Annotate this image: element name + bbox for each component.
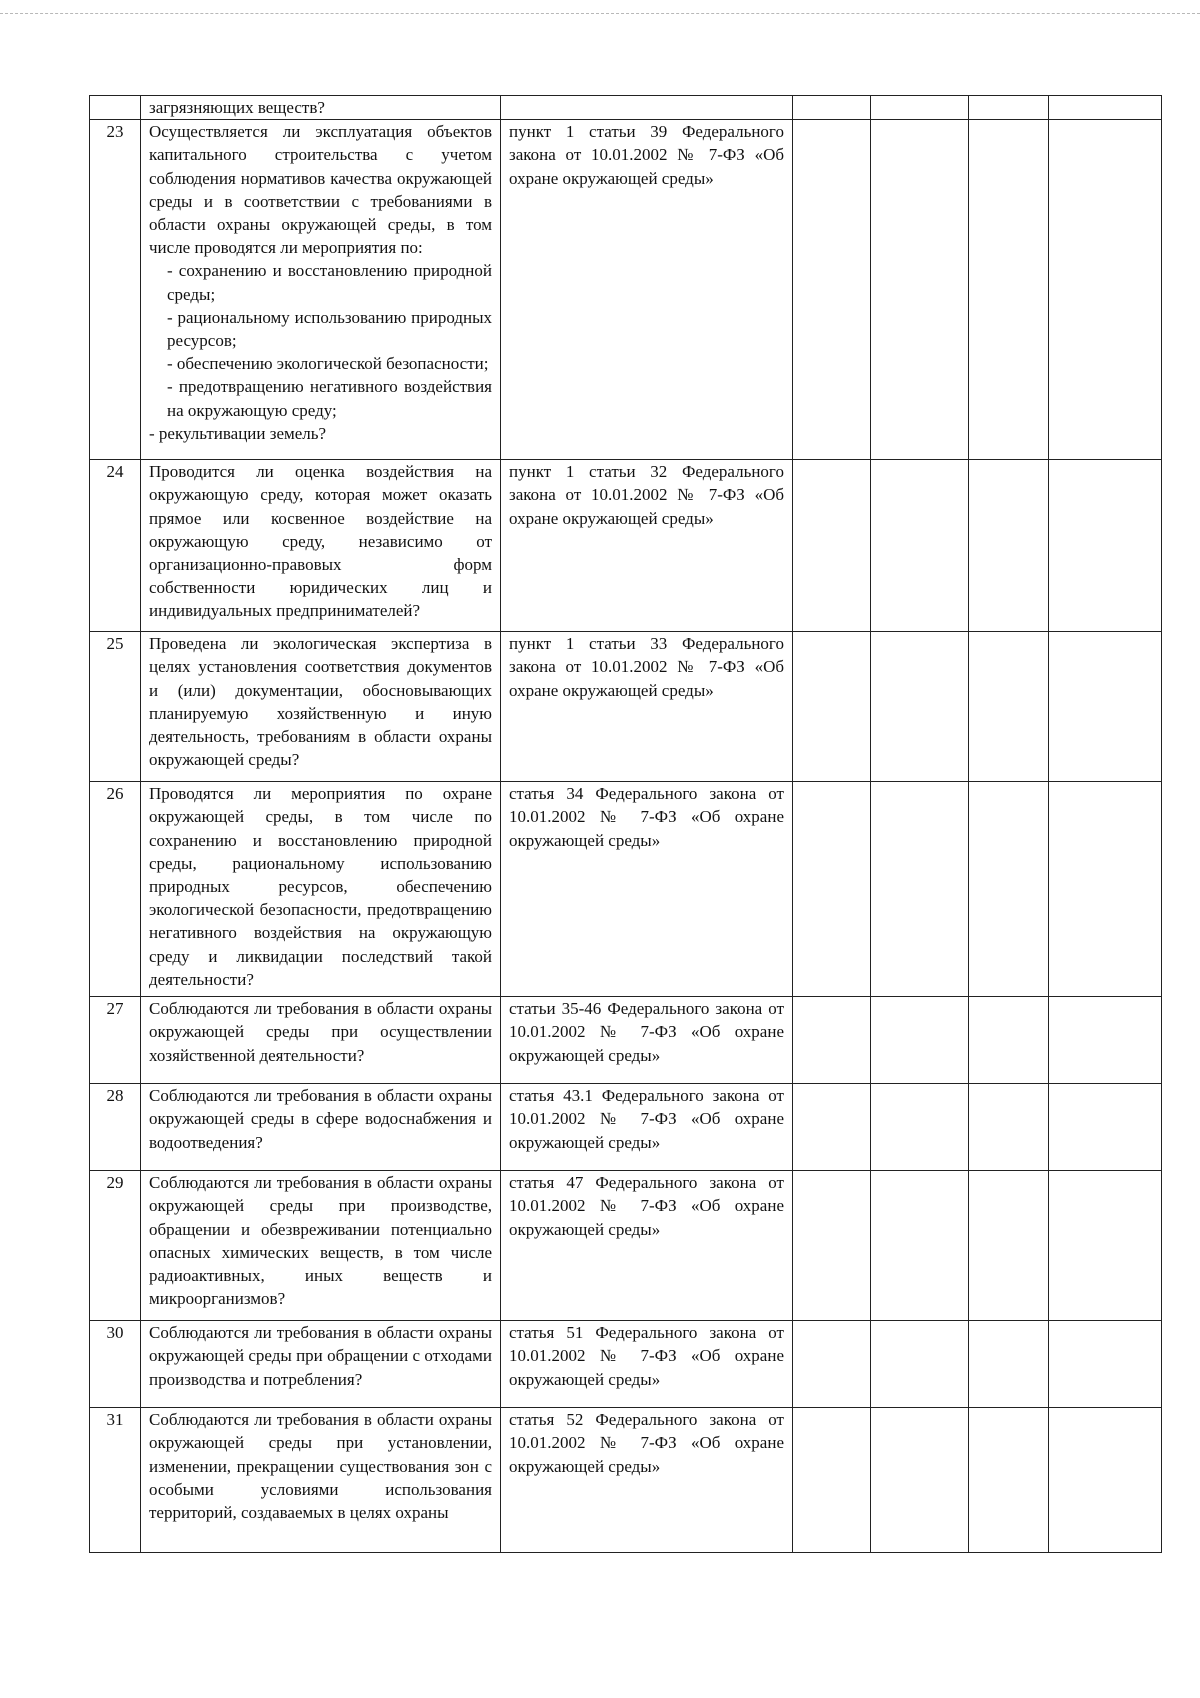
note-cell[interactable] xyxy=(1049,1408,1162,1553)
not-applicable-cell[interactable] xyxy=(969,1171,1049,1321)
row-number: 28 xyxy=(90,1084,141,1171)
checklist-rows xyxy=(90,96,1162,1553)
question-text: - рациональному использованию природных ресурсов; xyxy=(167,307,492,351)
row-number: 27 xyxy=(90,997,141,1084)
question-cell xyxy=(141,460,501,632)
question-text: Проводятся ли мероприятия по охране окружающей среды, в том числе по сохранению и восстановлению природной среды, рациональному использованию природных ресурсов, обеспечению экологической безопасности, предотвращению негативного воздействия на окружающую среду и ликвидации последствий такой деятельности? xyxy=(149,784,492,989)
note-cell[interactable] xyxy=(1049,632,1162,782)
row-number: 29 xyxy=(90,1171,141,1321)
row-number: 25 xyxy=(90,632,141,782)
answer-no-cell[interactable] xyxy=(871,120,969,460)
not-applicable-cell[interactable] xyxy=(969,1084,1049,1171)
question-cell xyxy=(141,782,501,997)
not-applicable-cell[interactable] xyxy=(969,1321,1049,1408)
legal-reference-cell: статья 34 Федерального закона от 10.01.2002 № 7-ФЗ «Об охране окружающей среды» xyxy=(501,782,793,997)
answer-no-cell[interactable] xyxy=(871,997,969,1084)
answer-no-cell[interactable] xyxy=(871,460,969,632)
not-applicable-cell[interactable] xyxy=(969,997,1049,1084)
question-text: Проведена ли экологическая экспертиза в целях установления соответствия документов и (или) документации, обосновывающих планируемую хозяйственную и иную деятельность, требованиям в области охраны окружающей среды? xyxy=(149,634,492,770)
note-cell[interactable] xyxy=(1049,997,1162,1084)
legal-reference-cell: статья 51 Федерального закона от 10.01.2002 № 7-ФЗ «Об охране окружающей среды» xyxy=(501,1321,793,1408)
legal-reference-cell: пункт 1 статьи 33 Федерального закона от 10.01.2002 № 7-ФЗ «Об охране окружающей среды» xyxy=(501,632,793,782)
question-cell xyxy=(141,1084,501,1171)
row-number: 30 xyxy=(90,1321,141,1408)
answer-yes-cell[interactable] xyxy=(793,1321,871,1408)
answer-yes-cell[interactable] xyxy=(793,632,871,782)
question-cell xyxy=(141,120,501,460)
not-applicable-cell[interactable] xyxy=(969,460,1049,632)
question-text: - сохранению и восстановлению природной среды; xyxy=(167,261,492,304)
question-text: загрязняющих веществ? xyxy=(149,98,325,117)
table-row xyxy=(90,460,1162,632)
legal-reference-cell: статья 43.1 Федерального закона от 10.01.2002 № 7-ФЗ «Об охране окружающей среды» xyxy=(501,1084,793,1171)
row-number: 26 xyxy=(90,782,141,997)
question-text: Проводится ли оценка воздействия на окружающую среду, которая может оказать прямое или косвенное воздействие на окружающую среду, независимо от организационно-правовых форм собственности юридических лиц и индивидуальных предпринимателей? xyxy=(149,462,492,621)
legal-reference-cell: пункт 1 статьи 39 Федерального закона от 10.01.2002 № 7-ФЗ «Об охране окружающей среды» xyxy=(501,120,793,460)
answer-yes-cell[interactable] xyxy=(793,1084,871,1171)
legal-reference-cell: пункт 1 статьи 32 Федерального закона от 10.01.2002 № 7-ФЗ «Об охране окружающей среды» xyxy=(501,460,793,632)
legal-reference-cell xyxy=(501,96,793,120)
question-text: Соблюдаются ли требования в области охраны окружающей среды при установлении, изменении, прекращении существования зон с особыми условиями использования территорий, создаваемых в целях охраны xyxy=(149,1410,492,1523)
scan-edge-line xyxy=(0,13,1200,14)
question-cell xyxy=(141,1321,501,1408)
not-applicable-cell[interactable] xyxy=(969,120,1049,460)
answer-no-cell[interactable] xyxy=(871,1321,969,1408)
answer-no-cell[interactable] xyxy=(871,1408,969,1553)
note-cell[interactable] xyxy=(1049,1171,1162,1321)
note-cell[interactable] xyxy=(1049,96,1162,120)
question-text: Соблюдаются ли требования в области охраны окружающей среды при производстве, обращении и обезвреживании потенциально опасных химических веществ, в том числе радиоактивных, иных веществ и микроорганизмов? xyxy=(149,1173,492,1309)
answer-yes-cell[interactable] xyxy=(793,96,871,120)
answer-yes-cell[interactable] xyxy=(793,120,871,460)
row-number: 23 xyxy=(90,120,141,460)
checklist-table xyxy=(89,95,1162,1553)
note-cell[interactable] xyxy=(1049,1321,1162,1408)
row-number: 24 xyxy=(90,460,141,632)
note-cell[interactable] xyxy=(1049,782,1162,997)
answer-yes-cell[interactable] xyxy=(793,1408,871,1553)
answer-no-cell[interactable] xyxy=(871,1084,969,1171)
row-number: 31 xyxy=(90,1408,141,1553)
answer-no-cell[interactable] xyxy=(871,96,969,120)
answer-yes-cell[interactable] xyxy=(793,1171,871,1321)
table-row xyxy=(90,1084,1162,1171)
legal-reference-cell: статьи 35-46 Федерального закона от 10.01.2002 № 7-ФЗ «Об охране окружающей среды» xyxy=(501,997,793,1084)
question-text: Соблюдаются ли требования в области охраны окружающей среды при обращении с отходами производства и потребления? xyxy=(149,1323,492,1389)
answer-yes-cell[interactable] xyxy=(793,997,871,1084)
table-row xyxy=(90,1321,1162,1408)
answer-no-cell[interactable] xyxy=(871,632,969,782)
table-row xyxy=(90,96,1162,120)
not-applicable-cell[interactable] xyxy=(969,782,1049,997)
note-cell[interactable] xyxy=(1049,460,1162,632)
note-cell[interactable] xyxy=(1049,1084,1162,1171)
table-row xyxy=(90,120,1162,460)
question-text: Соблюдаются ли требования в области охраны окружающей среды при осуществлении хозяйственной деятельности? xyxy=(149,999,492,1065)
answer-yes-cell[interactable] xyxy=(793,460,871,632)
question-text: - обеспечению экологической безопасности; xyxy=(167,354,489,374)
question-text: - рекультивации земель? xyxy=(149,423,327,443)
not-applicable-cell[interactable] xyxy=(969,1408,1049,1553)
question-cell xyxy=(141,1171,501,1321)
table-row xyxy=(90,1408,1162,1553)
table-row xyxy=(90,1171,1162,1321)
question-text: Осуществляется ли эксплуатация объектов капитального строительства с учетом соблюдения нормативов качества окружающей среды и в соответствии с требованиями в области охраны окружающей среды, в том числе проводятся ли мероприятия по: xyxy=(149,122,492,258)
table-row xyxy=(90,997,1162,1084)
table-row xyxy=(90,632,1162,782)
row-number xyxy=(90,96,141,120)
legal-reference-cell: статья 47 Федерального закона от 10.01.2002 № 7-ФЗ «Об охране окружающей среды» xyxy=(501,1171,793,1321)
question-cell xyxy=(141,96,501,120)
note-cell[interactable] xyxy=(1049,120,1162,460)
not-applicable-cell[interactable] xyxy=(969,632,1049,782)
not-applicable-cell[interactable] xyxy=(969,96,1049,120)
legal-reference-cell: статья 52 Федерального закона от 10.01.2002 № 7-ФЗ «Об охране окружающей среды» xyxy=(501,1408,793,1553)
question-text: Соблюдаются ли требования в области охраны окружающей среды в сфере водоснабжения и водоотведения? xyxy=(149,1086,492,1152)
question-cell xyxy=(141,1408,501,1553)
answer-yes-cell[interactable] xyxy=(793,782,871,997)
question-text: - предотвращению негативного воздействия на окружающую среду; xyxy=(167,377,492,420)
question-cell xyxy=(141,632,501,782)
answer-no-cell[interactable] xyxy=(871,782,969,997)
answer-no-cell[interactable] xyxy=(871,1171,969,1321)
table-row xyxy=(90,782,1162,997)
question-cell xyxy=(141,997,501,1084)
